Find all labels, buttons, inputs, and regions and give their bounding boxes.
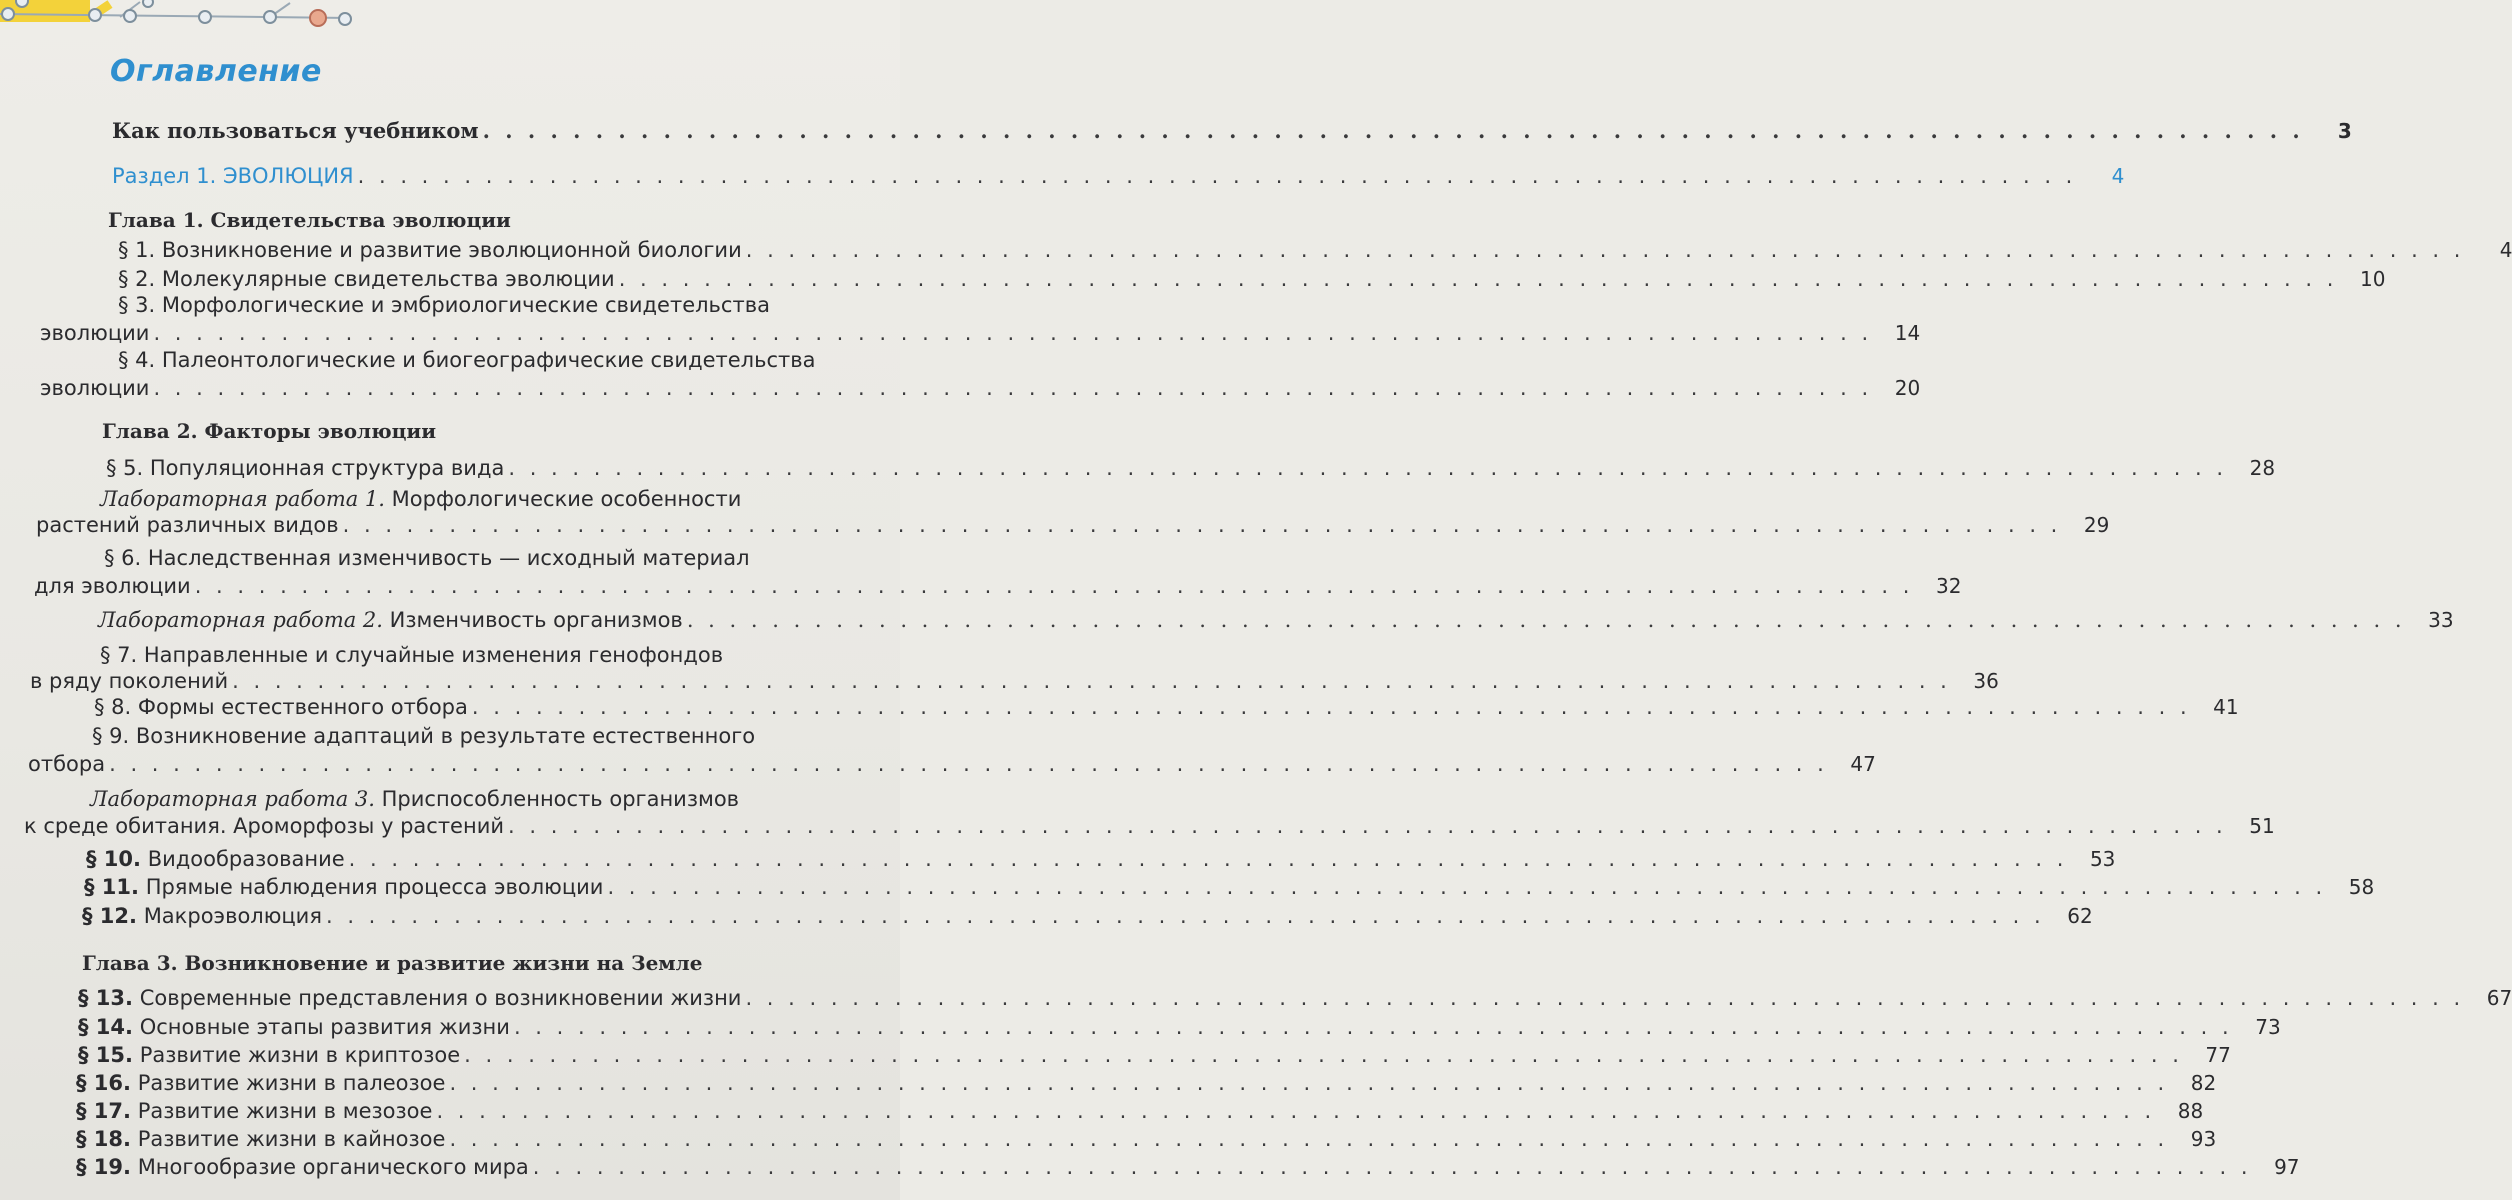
- page-number: 51: [2249, 814, 2275, 838]
- toc-entry-p3-line1[interactable]: § 3. Морфологические и эмбриологические свидетельства: [118, 293, 770, 317]
- toc-entry-p9[interactable]: [28, 751, 1876, 777]
- leader-dots: . . . . . . . . . . . . . . . . . . . . . . . . . . . . . . . . . . . . . . . . . . . . . . . . . . . . . . . . . . . . . . . . . . . . . . . . . . . . . . . . .: [686, 608, 2406, 632]
- toc-entry-section-1[interactable]: [112, 163, 2125, 189]
- leader-dots: . . . . . . . . . . . . . . . . . . . . . . . . . . . . . . . . . . . . . . . . . . . . . . . . . . . . . . . . . . . . . . . . . . . . . . . . . . . . . . . . .: [325, 904, 2045, 928]
- toc-entry-lab1-line1[interactable]: [100, 486, 741, 512]
- entry-label: Многообразие органического мира: [131, 1155, 529, 1179]
- toc-entry-p6-line1[interactable]: § 6. Наследственная изменчивость — исходный материал: [104, 546, 750, 570]
- toc-entry-p16[interactable]: [76, 1070, 2217, 1096]
- paragraph-number: § 13.: [78, 986, 134, 1010]
- page-number: 62: [2067, 904, 2093, 928]
- paragraph-number: § 15.: [78, 1043, 134, 1067]
- toc-entry-p1[interactable]: [118, 237, 2512, 263]
- entry-label: § 5. Популяционная структура вида: [106, 456, 505, 480]
- lab-work-label: Лабораторная работа 3.: [90, 787, 375, 811]
- toc-entry-p6[interactable]: [34, 573, 1962, 599]
- chapter-heading-1: [108, 207, 808, 233]
- entry-label-continued: отбора: [28, 752, 106, 776]
- page-number: 93: [2190, 1127, 2217, 1151]
- entry-label-continued: в ряду поколений: [30, 669, 229, 693]
- entry-label: Развитие жизни в криптозое: [133, 1043, 461, 1067]
- toc-entry-p9-line1[interactable]: § 9. Возникновение адаптаций в результате естественного: [92, 724, 756, 748]
- leader-dots: . . . . . . . . . . . . . . . . . . . . . . . . . . . . . . . . . . . . . . . . . . . . . . . . . . . . . . . . . . . . . . . . . . . . . . . . . . . . . . . . .: [348, 847, 2068, 871]
- entry-label-continued: эволюции: [40, 321, 150, 345]
- paragraph-number: § 10.: [86, 847, 142, 871]
- section-label: Раздел 1. ЭВОЛЮЦИЯ: [112, 164, 354, 188]
- page-number: 53: [2089, 847, 2116, 871]
- leader-dots: . . . . . . . . . . . . . . . . . . . . . . . . . . . . . . . . . . . . . . . . . . . . . . . . . . . . . . . . . . . . . . . . . . . . . . . . . . . . . . . . .: [471, 695, 2191, 719]
- toc-entry-p18[interactable]: [76, 1126, 2217, 1152]
- leader-dots: . . . . . . . . . . . . . . . . . . . . . . . . . . . . . . . . . . . . . . . . . . . . . . . . . . . . . . . . . . . . . . . . . . . . . . . . . . . . . . . . .: [618, 267, 2338, 291]
- toc-entry-p5[interactable]: [106, 455, 2276, 481]
- page-number: 77: [2205, 1043, 2231, 1067]
- page-number: 33: [2428, 608, 2454, 632]
- entry-label: Прямые наблюдения процесса эволюции: [139, 875, 604, 899]
- toc-entry-p14[interactable]: [78, 1014, 2281, 1040]
- entry-label-continued: для эволюции: [34, 574, 191, 598]
- entry-label: Приспособленность организмов: [374, 787, 740, 811]
- page-number: 73: [2255, 1015, 2281, 1039]
- leader-dots: . . . . . . . . . . . . . . . . . . . . . . . . . . . . . . . . . . . . . . . . . . . . . . . . . . . . . . . . . . . . . . . . . . . . . . . . . . . . . . . . .: [745, 238, 2465, 262]
- entry-label: Развитие жизни в мезозое: [131, 1099, 433, 1123]
- page-number: 4: [2499, 238, 2512, 262]
- leader-dots: . . . . . . . . . . . . . . . . . . . . . . . . . . . . . . . . . . . . . . . . . . . . . . . . . . . . . . . . . . . . . . . . . . . . . . . . . . . . . . . . .: [342, 513, 2062, 537]
- leader-dots: . . . . . . . . . . . . . . . . . . . . . . . . . . . . . . . . . . . . . . . . . . . . . . . . . . . . . . . . . . . . . . . . . . . . . . . . . . . . . . . . .: [357, 164, 2077, 188]
- toc-entry-p4[interactable]: [40, 375, 1921, 401]
- chapter-label: Глава 3. Возникновение и развитие жизни на Земле: [82, 951, 703, 975]
- entry-label: Основные этапы развития жизни: [133, 1015, 510, 1039]
- toc-entry-p8[interactable]: [94, 694, 2239, 720]
- leader-dots: . . . . . . . . . . . . . . . . . . . . . . . . . . . . . . . . . . . . . . . . . . . . . . . . . . . . . . . . . . . . . . . . . . . . . . . . . . . . . . . . .: [449, 1127, 2169, 1151]
- entry-label: Развитие жизни в палеозое: [131, 1071, 446, 1095]
- toc-entry-p17[interactable]: [76, 1098, 2204, 1124]
- paragraph-number: § 16.: [76, 1071, 132, 1095]
- page-number: 36: [1973, 669, 1999, 693]
- entry-label: Видообразование: [141, 847, 345, 871]
- paragraph-number: § 19.: [76, 1155, 132, 1179]
- page-number: 88: [2177, 1099, 2204, 1123]
- paragraph-number: § 17.: [76, 1099, 132, 1123]
- toc-entry-p13[interactable]: [78, 985, 2512, 1011]
- entry-label: Современные представления о возникновении жизни: [133, 986, 742, 1010]
- entry-label: Изменчивость организмов: [382, 608, 683, 632]
- page-number: 20: [1894, 376, 1921, 400]
- leader-dots: . . . . . . . . . . . . . . . . . . . . . . . . . . . . . . . . . . . . . . . . . . . . . . . . . . . . . . . . . . . . . . . . . . . . . . . . . . . . . . . . .: [508, 456, 2228, 480]
- toc-entry-p7-line1[interactable]: § 7. Направленные и случайные изменения генофондов: [100, 643, 724, 667]
- toc-entry-p4-line1[interactable]: § 4. Палеонтологические и биогеографические свидетельства: [118, 348, 816, 372]
- page-number: 29: [2083, 513, 2110, 537]
- toc-entry-p10[interactable]: [86, 846, 2116, 872]
- leader-dots: . . . . . . . . . . . . . . . . . . . . . . . . . . . . . . . . . . . . . . . . . . . . . . . . . . . . . . . . . . . . . . . . . . . . . . . . . . . . . . . . .: [153, 376, 1873, 400]
- leader-dots: . . . . . . . . . . . . . . . . . . . . . . . . . . . . . . . . . . . . . . . . . . . . . . . . . . . . . . . . . . . . . . . . . . . . . . . . . . . . . . . . .: [153, 321, 1873, 345]
- leader-dots: . . . . . . . . . . . . . . . . . . . . . . . . . . . . . . . . . . . . . . . . . . . . . . . . . . . . . . . . . . . . . . . . . . . . . . . . . . . . . . . . .: [532, 1155, 2252, 1179]
- page-title: Оглавление: [110, 54, 322, 89]
- paragraph-number: § 11.: [84, 875, 140, 899]
- leader-dots: . . . . . . . . . . . . . . . . . . . . . . . . . . . . . . . . . . . . . . . . . . . . . . . . . . . . . . . . . . . . . . . . . . . . . . . . . . . . . . . . .: [436, 1099, 2156, 1123]
- entry-label: § 2. Молекулярные свидетельства эволюции: [118, 267, 615, 291]
- entry-label: § 1. Возникновение и развитие эволюционной биологии: [118, 238, 742, 262]
- chapter-heading-2: [102, 418, 802, 444]
- entry-label: Макроэволюция: [137, 904, 322, 928]
- toc-entry-lab3-line1[interactable]: [90, 786, 739, 812]
- toc-entry-lab3[interactable]: [24, 813, 2275, 839]
- entry-label: Развитие жизни в кайнозое: [131, 1127, 446, 1151]
- paragraph-number: § 18.: [76, 1127, 132, 1151]
- leader-dots: . . . . . . . . . . . . . . . . . . . . . . . . . . . . . . . . . . . . . . . . . . . . . . . . . . . . . . . . . . . . . . . . . . . . . . . . . . . . . . . . .: [607, 875, 2327, 899]
- toc-entry-p12[interactable]: [82, 903, 2093, 929]
- paragraph-number: § 14.: [78, 1015, 134, 1039]
- chapter-label: Глава 2. Факторы эволюции: [102, 419, 437, 443]
- entry-label: Как пользоваться учебником: [112, 118, 479, 143]
- entry-label-continued: эволюции: [40, 376, 150, 400]
- toc-entry-p11[interactable]: [84, 874, 2375, 900]
- page-number: 3: [2337, 119, 2352, 143]
- leader-dots: . . . . . . . . . . . . . . . . . . . . . . . . . . . . . . . . . . . . . . . . . . . . . . . . . . . . . . . . . . . . . . . . . . . . . . . . . . . . . . . . .: [745, 986, 2465, 1010]
- paragraph-number: § 12.: [82, 904, 138, 928]
- page-number: 41: [2213, 695, 2239, 719]
- leader-dots: . . . . . . . . . . . . . . . . . . . . . . . . . . . . . . . . . . . . . . . . . . . . . . . . . . . . . . . . . . . . . . . . . . . . . . . . . . . . . . . . .: [232, 669, 1951, 693]
- leader-dots: . . . . . . . . . . . . . . . . . . . . . . . . . . . . . . . . . . . . . . . . . . . . . . . . . . . . . . . . . . . . . . . . . . . . . . . . . . . . . . . . .: [513, 1015, 2233, 1039]
- toc-entry-how-to-use[interactable]: [112, 118, 2352, 144]
- page-number: 10: [2359, 267, 2386, 291]
- leader-dots: . . . . . . . . . . . . . . . . . . . . . . . . . . . . . . . . . . . . . . . . . . . . . . . . . . . . . . . . . . . . . . . . . . . . . . . . . . . . . . . . .: [508, 814, 2227, 838]
- leader-dots: . . . . . . . . . . . . . . . . . . . . . . . . . . . . . . . . . . . . . . . . . . . . . . . . . . . . . . . . . . . . . . . . . . . . . . . . . . . . . . . . .: [464, 1043, 2183, 1067]
- entry-label-continued: растений различных видов: [36, 513, 339, 537]
- entry-label-continued: к среде обитания. Ароморфозы у растений: [24, 814, 504, 838]
- page-number: 67: [2486, 986, 2512, 1010]
- toc-entry-lab2[interactable]: [98, 607, 2454, 633]
- toc-entry-p3[interactable]: [40, 320, 1921, 346]
- leader-dots: . . . . . . . . . . . . . . . . . . . . . . . . . . . . . . . . . . . . . . . . . . . . . . . . . . . . . . . . . . . . . . . . . . . . . . . . . . . . . . . . .: [109, 752, 1828, 776]
- toc-entry-lab1[interactable]: [36, 512, 2110, 538]
- page-number: 82: [2190, 1071, 2217, 1095]
- page-number: 58: [2348, 875, 2375, 899]
- molecule-decoration-icon: [0, 0, 900, 40]
- page-number: 28: [2249, 456, 2276, 480]
- page-number: 97: [2274, 1155, 2300, 1179]
- leader-dots: . . . . . . . . . . . . . . . . . . . . . . . . . . . . . . . . . . . . . . . . . . . . . . . . . . . . . . . . . . . . . . . . . . . . . . . . . . . . . . . . .: [449, 1071, 2169, 1095]
- page-number: 4: [2111, 164, 2125, 188]
- lab-work-label: Лабораторная работа 1.: [100, 487, 385, 511]
- lab-work-label: Лабораторная работа 2.: [98, 608, 383, 632]
- page-number: 32: [1935, 574, 1962, 598]
- toc-entry-p15[interactable]: [78, 1042, 2231, 1068]
- entry-label: § 8. Формы естественного отбора: [94, 695, 468, 719]
- chapter-label: Глава 1. Свидетельства эволюции: [108, 208, 511, 232]
- leader-dots: . . . . . . . . . . . . . . . . . . . . . . . . . . . . . . . . . . . . . . . . . . . . . . . . . . . . . . . . . . . . . . . . . . . . . . . . . . . . . . . . .: [194, 574, 1914, 598]
- toc-entry-p19[interactable]: [76, 1154, 2300, 1180]
- toc-entry-p2[interactable]: [118, 266, 2386, 292]
- page-number: 47: [1850, 752, 1876, 776]
- toc-entry-p7[interactable]: [30, 668, 1999, 694]
- entry-label: Морфологические особенности: [384, 487, 742, 511]
- page-number: 14: [1894, 321, 1921, 345]
- chapter-heading-3: [82, 950, 862, 976]
- leader-dots: . . . . . . . . . . . . . . . . . . . . . . . . . . . . . . . . . . . . . . . . . . . . . . . . . . . . . . . . . . . . . . . . . . . . . . . . . . . . . . . . .: [482, 118, 2304, 143]
